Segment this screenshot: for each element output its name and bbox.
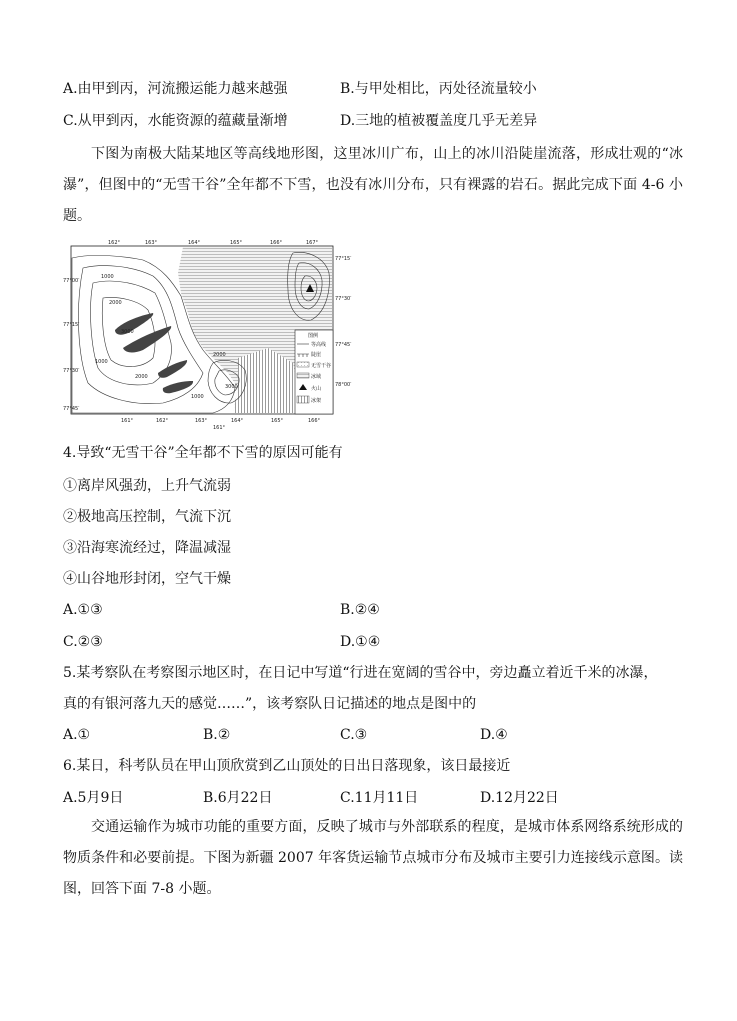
svg-text:77°30′: 77°30′ bbox=[63, 368, 80, 374]
svg-text:3000: 3000 bbox=[225, 384, 238, 390]
svg-text:2000: 2000 bbox=[109, 300, 122, 306]
q3-option-d: D.三地的植被覆盖度几乎无差异 bbox=[340, 113, 538, 129]
q4-stem: 4.导致“无雪干谷”全年都不下雪的原因可能有 bbox=[63, 445, 343, 461]
q4-item-1: ①离岸风强劲，上升气流弱 bbox=[63, 478, 231, 494]
svg-text:冰域: 冰域 bbox=[311, 374, 322, 380]
svg-text:167°: 167° bbox=[306, 240, 319, 246]
q4-item-3: ③沿海寒流经过，降温减湿 bbox=[63, 540, 231, 556]
q3-option-a: A.由甲到丙，河流搬运能力越来越强 bbox=[63, 81, 288, 97]
svg-text:164°: 164° bbox=[188, 240, 201, 246]
svg-text:165°: 165° bbox=[271, 418, 284, 424]
q4-option-c: C.②③ bbox=[63, 634, 103, 650]
svg-text:2000: 2000 bbox=[213, 352, 226, 358]
svg-text:无雪干谷: 无雪干谷 bbox=[311, 363, 332, 369]
svg-text:77°15′: 77°15′ bbox=[63, 322, 80, 328]
q5-stem-line1: 5.某考察队在考察图示地区时，在日记中写道“行进在宽阔的雪谷中，旁边矗立着近千米的冰瀑， bbox=[63, 665, 658, 681]
svg-text:冰架: 冰架 bbox=[311, 398, 322, 404]
q5-option-c: C.③ bbox=[340, 727, 368, 743]
q5-option-d: D.④ bbox=[480, 727, 508, 743]
q5-option-b: B.② bbox=[203, 727, 231, 743]
q3-option-b: B.与甲处相比，丙处径流量较小 bbox=[340, 81, 537, 97]
svg-text:77°30′: 77°30′ bbox=[335, 296, 352, 302]
q5-option-a: A.① bbox=[63, 727, 91, 743]
svg-text:2000: 2000 bbox=[135, 374, 148, 380]
q4-item-4: ④山谷地形封闭，空气干燥 bbox=[63, 571, 231, 587]
svg-text:1000: 1000 bbox=[101, 274, 114, 280]
q3-option-c: C.从甲到丙，水能资源的蕴藏量渐增 bbox=[63, 113, 288, 129]
q6-stem: 6.某日，科考队员在甲山顶欣赏到乙山顶处的日出日落现象，该日最接近 bbox=[63, 758, 511, 774]
svg-text:图例: 图例 bbox=[308, 333, 319, 339]
svg-text:1000: 1000 bbox=[191, 394, 204, 400]
q4-option-d: D.①④ bbox=[340, 634, 381, 650]
q4-option-a: A.①③ bbox=[63, 602, 103, 618]
intro-paragraph-4-6: 下图为南极大陆某地区等高线地形图，这里冰川广布，山上的冰川沿陡崖流落，形成壮观的“冰瀑”，但图中的“无雪干谷”全年都不下雪，也没有冰川分布，只有裸露的岩石。据此完成下面 4-6 小题。 bbox=[63, 146, 683, 224]
svg-text:火山: 火山 bbox=[311, 386, 322, 392]
q6-option-c: C.11月11日 bbox=[340, 790, 419, 806]
q6-option-b: B.6月22日 bbox=[203, 790, 273, 806]
svg-text:163°: 163° bbox=[195, 418, 208, 424]
svg-text:162°: 162° bbox=[156, 418, 169, 424]
svg-text:161°: 161° bbox=[213, 425, 226, 430]
q4-option-b: B.②④ bbox=[340, 602, 380, 618]
svg-text:166°: 166° bbox=[270, 240, 283, 246]
svg-text:163°: 163° bbox=[145, 240, 158, 246]
q6-option-d: D.12月22日 bbox=[480, 790, 559, 806]
svg-text:3000: 3000 bbox=[121, 329, 134, 335]
svg-text:166°: 166° bbox=[308, 418, 321, 424]
svg-text:77°15′: 77°15′ bbox=[335, 256, 352, 262]
svg-text:162°: 162° bbox=[108, 240, 121, 246]
svg-text:77°00′: 77°00′ bbox=[63, 278, 80, 284]
map-legend bbox=[295, 330, 333, 414]
antarctic-contour-map bbox=[63, 238, 363, 430]
svg-text:等高线: 等高线 bbox=[311, 342, 327, 348]
svg-text:1000: 1000 bbox=[95, 359, 108, 365]
svg-text:164°: 164° bbox=[231, 418, 244, 424]
q4-item-2: ②极地高压控制，气流下沉 bbox=[63, 509, 231, 525]
svg-text:陡崖: 陡崖 bbox=[311, 352, 322, 358]
q6-option-a: A.5月9日 bbox=[63, 790, 124, 806]
intro-paragraph-7-8: 交通运输作为城市功能的重要方面，反映了城市与外部联系的程度，是城市体系网络系统形成的物质条件和必要前提。下图为新疆 2007 年客货运输节点城市分布及城市主要引力连接线示意图。读图，回答下面 7-8 小题。 bbox=[63, 819, 683, 897]
svg-text:77°45′: 77°45′ bbox=[335, 342, 352, 348]
svg-text:78°00′: 78°00′ bbox=[335, 382, 352, 388]
q5-stem-line2: 真的有银河落九天的感觉……”，该考察队日记描述的地点是图中的 bbox=[63, 696, 477, 712]
svg-text:165°: 165° bbox=[230, 240, 243, 246]
svg-text:161°: 161° bbox=[121, 418, 134, 424]
svg-text:77°45′: 77°45′ bbox=[63, 406, 80, 412]
